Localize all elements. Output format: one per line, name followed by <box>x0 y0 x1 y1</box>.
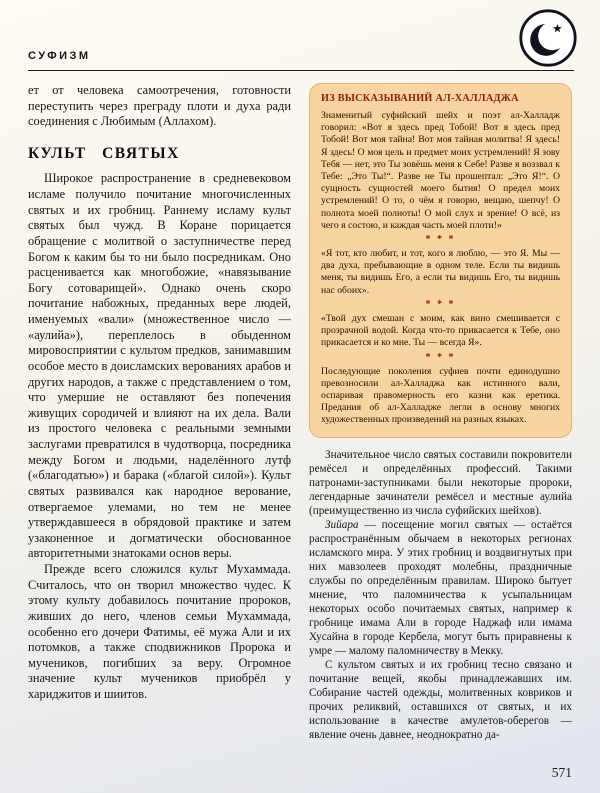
star-and-crescent-icon <box>518 8 578 68</box>
section-heading: КУЛЬТ СВЯТЫХ <box>28 144 180 162</box>
sidebar-quote-box <box>309 83 572 438</box>
paragraph: Широкое распространение в средневековом исламе получило почитание многочисленных святых и их гробниц. Раннему исламу культ святых был чужд. В Коране порицается обращение с молитвой о заступничестве перед Богом к каким бы то ни было посредникам. Оно расценивается как многобожие, «навязывание Богу сотоварищей». Однако очень скоро почитание набожных, преданных вере людей, именуемых «вали» (множественное число — «аулийа»), переплелось в обыденном мировосприятии с культом предков, занимавшим особое место в доисламских верованиях арабов и других народов, а также с представлением о том, что умершие не оставляют без попечения живущих сородичей и влияют на их дела. Вали из простого человека с реальными земными заслугами превратился в чудотворца, посредника между Богом и людьми, наделённого лутф («благодатью») и барака («благой силой»). Культ святых развивался как народное верование, отвергаемое улемами, но тем не менее утверждавшееся в обрядовой практике и затем узаконенное и догматически обоснованное авторитетными знатоками основ веры. <box>28 171 291 561</box>
page-footer <box>552 765 572 781</box>
page-header <box>28 46 574 71</box>
box-quote: «Я тот, кто любит, и тот, кого я люблю, — это Я. Мы — два духа, пребывающие в одном теле. Если ты видишь меня, ты видишь Его, а если ты видишь Его, ты видишь нас обоих». <box>321 248 560 296</box>
asterisk-separator: * * * <box>425 351 456 363</box>
paragraph: Прежде всего сложился культ Мухаммада. Считалось, что он творил множество чудес. К этому культу добавилось почитание пророков, живших до него, членов семьи Мухаммада, особенно его дочери Фатимы, её мужа Али и их потомков, а также сподвижников Пророка и мучеников, погибших за веру. Огромное значение культ мучеников приобрёл у хариджитов и шиитов. <box>28 562 291 702</box>
asterisk-separator: * * * <box>425 234 456 246</box>
box-quote: «Твой дух смешан с моим, как вино смешивается с прозрачной водой. Когда что-то прикасается к Тебе, оно прикасается и ко мне. Ты — всегда Я». <box>321 312 560 349</box>
right-column <box>309 83 572 742</box>
term-italic: Зийара <box>325 518 359 531</box>
box-commentary: Последующие поколения суфиев почти единодушно превозносили ал-Халладжа как истинного вали, оспаривая правомерность его казни как еретика. Предания об ал-Халладже легли в основу многих художественных произведений на разных языках. <box>321 365 560 426</box>
paragraph-ziyara <box>309 518 572 658</box>
two-column-layout <box>28 83 572 742</box>
running-title: СУФИЗМ <box>28 50 91 62</box>
paragraph-text: — посещение могил святых — остаётся распространённым обычаем в некоторых регионах исламского мира. У этих гробниц и воздвигнутых при них мавзолеев проходят молебны, праздничные службы по определённым правилам. Широко бытует мнение, что паломничества к усыпальницам некоторых особо почитаемых святых, например к гробнице имама Али в городе Наджаф или имама Хусайна в городе Кербела, могут быть приравнены к умре — малому паломничеству в Мекку. <box>309 518 572 657</box>
asterisk-separator: * * * <box>425 298 456 310</box>
sidebar-box-title: ИЗ ВЫСКАЗЫВАНИЙ АЛ-ХАЛЛАДЖА <box>321 93 519 104</box>
left-column <box>28 83 291 742</box>
paragraph: Значительное число святых составили покровители ремёсел и определённых профессий. Такими патронами-заступниками были некоторые пророки, легендарные зачинатели ремёсел и местные аулийа (преимущественно из числа суфийских шейхов). <box>309 448 572 517</box>
box-quote: Знаменитый суфийский шейх и поэт ал-Халладж говорил: «Вот я здесь пред Тобой! Вот я здесь пред Тобой! Вот моя тайна! Вот моя тайная молитва! Я здесь! Я здесь! О моя цель и предмет моих устремлений! Я зову Тебя — нет, это Ты зовёшь меня к Себе! Разве я воззвал к Тебе: „Это Ты!“. Разве не Ты прошептал: „Это Я!“. О сущность сущностей моего бытия! О предел моих устремлений! О то, о чём я говорю, вещаю, шепчу! О полнота моей полноты! О мой слух и зрение! О всё, из чего я состою, и каждая часть моей плоти!» <box>321 109 560 231</box>
page-number: 571 <box>551 765 572 780</box>
paragraph-continuation: ет от человека самоотречения, готовности переступить через преграду плоти и духа ради соединения с Любимым (Аллахом). <box>28 83 291 129</box>
paragraph: С культом святых и их гробниц тесно связано и почитание вещей, якобы принадлежавших им. Собирание частей одежды, молитвенных ковриков и прочих реликвий, оставшихся от святых, и их использование в качестве амулетов-оберегов — явление очень давнее, неоднократно да- <box>309 658 572 741</box>
